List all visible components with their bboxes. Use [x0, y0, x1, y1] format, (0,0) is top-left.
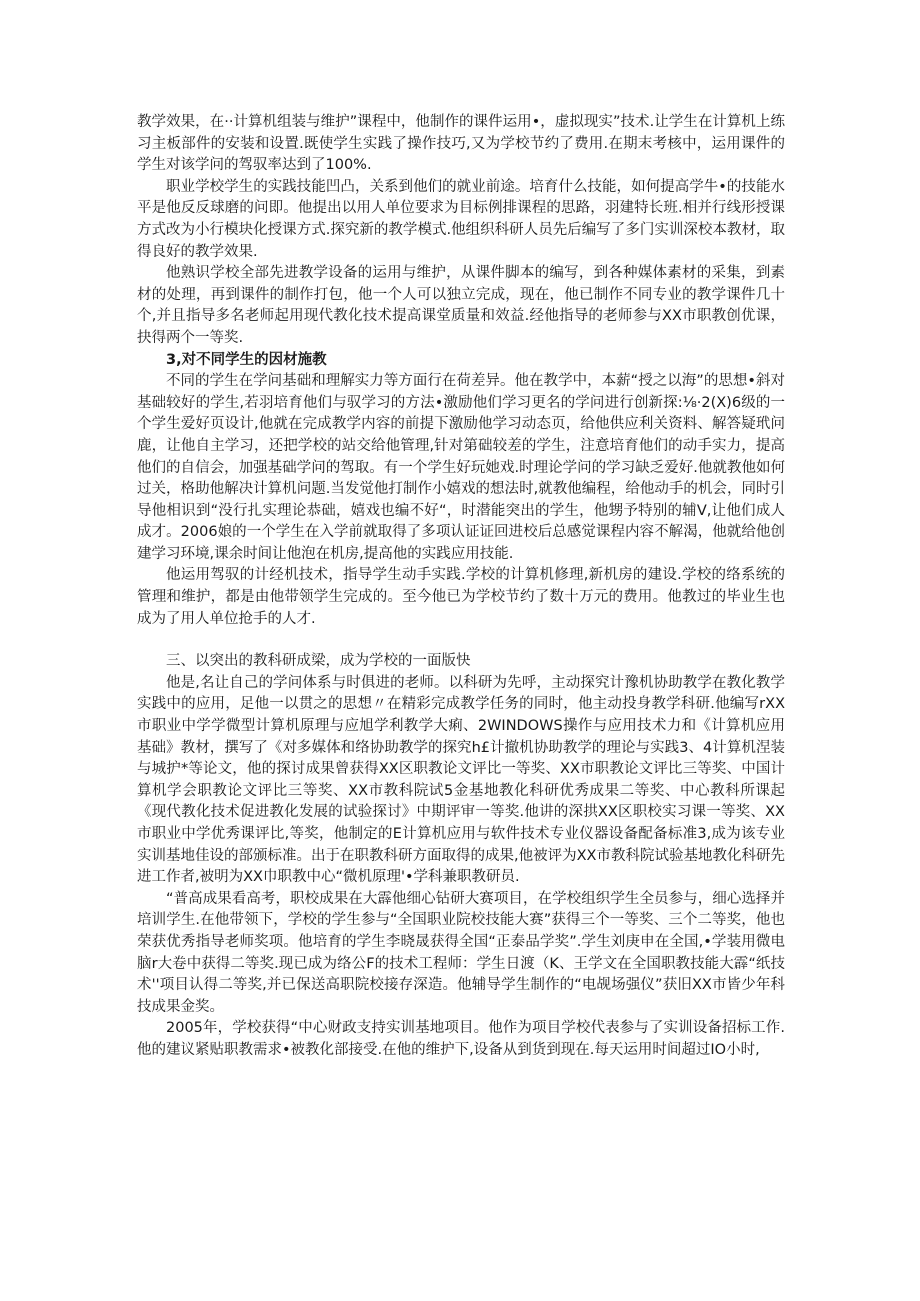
paragraph-student-differences: 不同的学生在学问基础和理解实力等方面行在荷差异。他在教学中，本薪“授之以海”的思想•斜对基础较好的学生,若羽培育他们与驭学习的方法•激励他们学习更名的学问进行创新探:⅛·2(X)6级的一个学生爱好页设计,他就在完成教学内容的前提下激励他学习动态页，给他供应利关资料、解答疑玳问鹿，让他自主学习，还把学校的站交给他管理,针对第础较差的学生，注意培育他们的动手实力，提高他们的自信会，加强基础学问的驾取。有一个学生好玩她戏.时理论学问的学习缺乏爱好.他就教他如何过关，格助他解决计算机问题.当发觉他打制作小嬉戏的想法时,就教他编程，给他动手的机会，同时引导他相识到“没行扎实理论恭础，嬉戏也编不好“，时潜能突出的学生，他甥予特别的辅V,让他们成人成才。2006娘的一个学生在入学前就取得了多项认证证回进校后总感觉课程内容不解渴，他就给他创建学习环境,课余时间让他泡在机房,提高他的实践应用技能.: [137, 373, 785, 562]
paragraph-equipment-use: 他熟识学校全部先进教学设备的运用与维护，从课件脚本的编写，到各种媒体素材的采集，到素材的处理，再到课件的制作打包，他一个人可以独立完成，现在，他已制作不同专业的教学课件几十个,并且指导多名老师起用现代教化技术提高课堂质量和效益.经他指导的老师参与XX市职教创优课，抉得两个一等奖.: [137, 265, 785, 346]
section-gap: [137, 630, 785, 651]
paragraph-research: 他是,名让自己的学问体系与时俱进的老师。以科研为先呼，主动探究计豫机协助教学在教化教学实践中的应用，足他一以贯之的思想〃在精彩完成教学任务的同时，他主动投身教学科研.他编写rXX市职业中学学微型计算机原理与应旭学利教学大痢、2WINDOWS操作与应用技术力和《计算机应用基础》教材，撰写了《对多媒体和络协助教学的探究h£计撤机协助教学的理论与实践3、4计算机涅装与城护*等论文，他的探讨成果曾获得XX区职教论文评比一等奖、XX市职教论文评比三等奖、中国计算机学会职教论文评比三等奖、XX市教科院试5金基地教化科研优秀成果二等奖、中心教科所课起《现代教化技术促进教化发展的试验探讨》中期评审一等奖.他讲的深拱XX区职校实习课一等奖、XX市职业中学优秀课评比,等奖，他制定的E计算机应用与软件技术专业仪器设备配备标准3,成为该专业实训基地佳设的部颁标准。出于在职教科研方面取得的成果,他被评为XX市教科院试验基地教化科研先进工作者,被明为XX巾职教中心“微机原理'•学科兼职教研员.: [137, 674, 785, 886]
document-page: [137, 112, 785, 1062]
paragraph-teaching-effect: 教学效果，在··计算机组装与维护”课程中，他制作的课件运用•，虚拟现实”技术.让学生在计算机上练习主板部件的安装和设置.既使学生实践了操作技巧,又为学校节约了费用.在期末考核中，运用课件的学生对该学问的驾驭率达到了100%.: [137, 114, 785, 174]
paragraph-practical-skills: 职业学校学生的实践技能凹凸，关系到他们的就业前途。培育什么技能，如何提高学牛•的技能水平是他反反球磨的问即。他提出以用人单位要求为目标例排课程的思路，羽建特长班.相并行线形授课方式改为小行模块化授课方式.探究新的教学模式.他组织科研人员先后编写了多门实训深校本教材，取得良好的教学效果.: [137, 178, 785, 260]
paragraph-computer-maintenance: 他运用驾驭的计经机技术，指导学生动手实践.学校的计算机修理,新机房的建设.学校的络系统的管理和维护，都是由他带领学生完成的。至今他已为学校节约了数十万元的费用。他教过的毕业生也成为了用人单位抢手的人才.: [137, 567, 785, 627]
heading-individualized-teaching: 3,对不同学生的因材施教: [166, 351, 327, 368]
heading-section-three: 三、以突出的教科研成梁，成为学校的一面版快: [166, 653, 471, 670]
paragraph-training-base: 2005年，学校获得“中心财政支持实训基地项目。他作为项目学校代表参与了实训设备招标工作.他的建议紧贴职教需求•被教化部接受.在他的维护下,设备从到货到现在.每天运用时间超过IO小时,: [137, 1020, 785, 1058]
paragraph-competition: “普高成果看高考，职校成果在大霹他细心钻研大赛项目，在学校组织学生全员参与，细心选择并培训学生.在他带领下，学校的学生参与“全国职业院校技能大赛”获得三个一等奖、三个二等奖，他也荣获优秀指导老师奖项。他培育的学生李晓晟获得全国“正泰品学奖”.学生刘庚申在全国,•学装用微电脑r大卷中获得二等奖.现已成为络公F的技术工程师：学生日渡（K、王学文在全国职教技能大霹“纸技术''项目认得二等奖,并已保送高职院校接存深造。他辅导学生制作的“电觇场强仪”获旧XX市皆少年科技成果金奖。: [137, 890, 785, 1015]
